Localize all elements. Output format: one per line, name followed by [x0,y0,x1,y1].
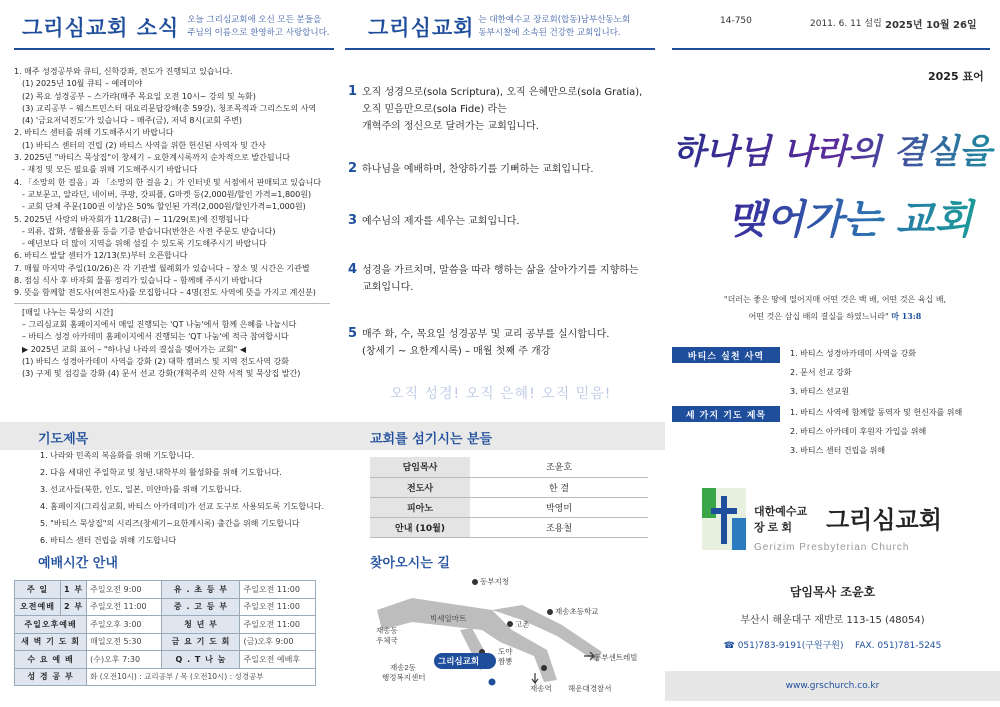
map-label: 우체국 [376,636,398,645]
mission-item [348,213,658,230]
fax-number: FAX. 051)781-5245 [854,641,942,651]
table-row [370,477,648,497]
mission-text [362,213,520,230]
mission-line: 교회입니다. [362,282,414,293]
news-item: (1) 2025년 10월 큐티 – 예레미야 [22,79,143,89]
plan-label: 바티스 실천 사역 [672,347,780,363]
staff-title: 교회를 섬기시는 분들 [370,432,493,447]
staff-name: 조용철 [470,517,648,537]
table-cell: (금)오후 9:00 [240,633,316,651]
cross-icon [721,496,727,544]
news-item: 6. 바티스 발달 센터가 12/13(토)부터 오픈합니다 [14,251,188,261]
news-item: 1. 매주 성경공부와 큐티, 신학강좌, 전도가 진행되고 있습니다. [14,67,233,76]
map-label: 재송초등학교 [555,607,599,616]
mission-item [348,326,658,360]
staff-role: 안내 (10월) [370,517,470,537]
arrow-down-icon [532,673,538,683]
center-sub-line-1: 는 대한예수교 장로회(합동)남부산동노회 [478,15,631,25]
center-rule [345,48,655,50]
bulletin-date: 2025년 10월 26일 [885,20,977,31]
left-sub-line-2: 주님의 이름으로 환영하고 사랑합니다. [187,28,330,38]
table-cell: 새 벽 기 도 회 [15,633,87,651]
prayer-item: 1. 나라와 민족의 복음화를 위해 기도합니다. [40,451,195,460]
table-cell: 청 년 부 [162,616,240,634]
right-rule [672,48,990,50]
news-item: 2. 바티스 센터를 위해 기도해주시기 바랍니다 [14,128,174,138]
website-url[interactable]: www.grschurch.co.kr [785,681,880,691]
plan-label: 세 가지 기도 제목 [672,406,780,422]
news-item: (3) 교리공부 – 웨스트민스터 대요리문답강해(총 59강), 청조목적과 그리스도의 사역 [22,103,317,113]
staff-name: 박영미 [470,497,648,517]
table-row [370,517,648,537]
mission-line: 성경을 가르치며, 말씀을 따라 행하는 삶을 살아가기를 지향하는 [362,265,639,276]
center-masthead-title: 그리심교회 [368,16,475,40]
news-box-line: (3) 구제 및 섬김을 강화 (4) 문서 선교 강화(개혁주의 신학 서적 및 묵상집 발간) [22,369,301,379]
table-cell: Q . T 나 눔 [162,651,240,669]
mission-text [362,161,594,178]
mission-item [348,262,658,296]
table-cell: 유 . 초 등 부 [162,581,240,599]
news-box-line: ▶ 2025년 교회 표어 – "하나님 나라의 결실을 맺어가는 교회" ◀ [22,344,247,354]
left-masthead-title: 그리심교회 소식 [22,16,180,40]
mission-text [362,84,642,135]
map-label: 고촌 [515,620,530,629]
table-cell: 주일오전 11:00 [87,598,162,616]
map-label: 도야 [498,647,513,656]
logo-english-name: Gerizim Presbyterian Church [754,542,910,553]
news-item: 4. 「소망의 한 걸음」과 「소망의 한 걸음 2」가 인터넷 및 서점에서 판매되고 있습니다 [14,177,322,187]
staff-role: 피아노 [370,497,470,517]
map-label: 동부센트레빌 [594,653,638,662]
plan-item: 1. 바티스 사역에 함께할 동역자 및 헌신자를 위해 [790,408,963,417]
prayer-item: 3. 선교사들(북한, 인도, 일본, 미얀마)를 위해 기도합니다. [40,485,242,494]
church-address: 부산시 해운대구 재반로 113-15 (48054) [740,615,925,626]
services-table [14,580,316,686]
mission-line: 예수님의 제자를 세우는 교회입니다. [362,216,520,227]
table-cell: 화 (오전10시) : 교리공부 / 목 (오전10시) : 성경공부 [87,668,316,686]
map-dot [541,665,547,671]
news-item: 9. 뜻을 함께할 전도사(여전도사)를 모집합니다 – 4명(전도 사역에 뜻을 가지고 계신분) [14,288,316,298]
logo-denomination-1: 대한예수교 [754,506,808,518]
news-item: (4) '금요저녁전도'가 있습니다 – 매주(금), 저녁 8시(교회 주변) [22,116,242,126]
map-label: 짬뽕 [498,657,513,666]
table-cell: 주일오전 예배후 [240,651,316,669]
prayer-list [40,447,330,549]
logo-denomination-2: 장 로 회 [754,522,792,534]
theme-banner [670,108,995,258]
prayer-item: 4. 홈페이지(그리심교회, 바티스 아카데미)가 선교 도구로 사용되도록 기도합니다. [40,502,325,511]
staff-table [370,457,648,538]
news-item: 8. 점심 식사 후 바자회 물품 정리가 있습니다 – 함께해 주시기 바랍니다 [14,276,263,286]
news-item: - 재정 및 모든 필요를 위해 기도해주시기 바랍니다 [22,165,198,175]
plan-practice [672,347,990,401]
news-item: 7. 매월 마지막 주일(10/26)은 각 기관별 월례회가 있습니다 – 장소 및 시간은 기관별 [14,263,310,273]
table-cell: (수)오후 7:30 [87,651,162,669]
left-rule [14,48,334,50]
table-row [15,668,316,686]
news-item: 5. 2025년 사랑의 바자회가 11/28(금) ~ 11/29(토)에 진행됩니다 [14,214,249,224]
directions-title: 찾아오시는 길 [370,556,450,571]
verse-reference: 마 13:8 [891,311,922,321]
theme-year-label: 2025 표어 [928,70,984,83]
center-masthead [368,8,630,46]
table-row [15,651,316,669]
plan-item: 3. 바티스 선교원 [790,387,850,396]
map-label: 빅세일마트 [430,614,467,623]
plan-item: 2. 바티스 아카데미 후원자 가입을 위해 [790,427,927,436]
news-item: (1) 바티스 센터의 건립 (2) 바티스 사역을 위한 헌신된 사역자 및 간사 [22,140,266,150]
prayer-item: 2. 다음 세대인 주일학교 및 청년.대학부의 활성화를 위해 기도합니다. [40,468,282,477]
theme-verse [680,292,990,325]
table-cell: 주일오전 11:00 [240,581,316,599]
table-cell: 중 . 고 등 부 [162,598,240,616]
church-location-icon [489,679,496,686]
plan-item: 1. 바티스 성경아카데미 사역을 강화 [790,349,916,358]
table-cell: 수 요 예 배 [15,651,87,669]
center-sub-line-2: 동부시찰에 소속된 건강한 교회입니다. [478,28,621,38]
news-box-line: – 바티스 성경 아카데미 홈페이지에서 진행되는 'QT 나눔'에 적극 참여합시다 [22,332,289,342]
plan-prayer [672,406,990,460]
mission-number: 4 [348,262,358,277]
issue-number: 14-750 [720,16,752,26]
mission-line: 하나님을 예배하며, 찬양하기를 기뻐하는 교회입니다. [362,164,594,175]
logo-emblem-blue [732,518,746,550]
mission-text [362,326,610,360]
table-row [15,616,316,634]
table-row [15,598,316,616]
prayer-item: 6. 바티스 센터 건립을 위해 기도합니다 [40,536,177,545]
plan-list [790,403,962,460]
news-item: (2) 목요 성경공부 – 스가랴(매주 목요일 오전 10시~ 강의 및 녹화) [22,91,256,101]
mission-text [362,262,639,296]
services-title: 예배시간 안내 [38,556,118,571]
table-cell: 금 요 기 도 회 [162,633,240,651]
mission-number: 3 [348,213,358,228]
prayer-item: 5. "바티스 묵상집"의 시리즈(창세기~요한계시록) 출간을 위해 기도합니다 [40,519,300,528]
slogan: 오직 성경! 오직 은혜! 오직 믿음! [390,386,612,402]
left-sub-line-1: 오늘 그리심교회에 오신 모든 분들을 [187,15,322,25]
map-label: 동부지청 [480,577,509,586]
mission-line: 매주 화, 수, 목요일 성경공부 및 교리 공부를 실시합니다. [362,329,610,340]
news-item: 3. 2025년 "바티스 묵상집"이 창세기 – 요한계시록까지 순차적으로 발간됩니다 [14,153,291,163]
table-cell: 주일오후예배 [15,616,87,634]
table-row [15,581,316,599]
phone-icon: ☎ [723,641,735,651]
phone-number: 051)783-9191(구원구원) [737,641,844,651]
mission-item [348,161,658,178]
table-cell: 매일오전 5:30 [87,633,162,651]
table-cell: 주일오전 9:00 [87,581,162,599]
plan-item: 2. 문서 선교 강화 [790,368,852,377]
prayer-title: 기도제목 [38,432,89,447]
table-row [370,497,648,517]
directions-map [372,570,642,695]
church-logo [702,488,964,556]
table-cell: 주일오후 3:00 [87,616,162,634]
table-row [370,457,648,477]
left-masthead [22,8,330,46]
news-box-line: (1) 바티스 성경아카데미 사역을 강화 (2) 대학 캠퍼스 및 지역 전도사역 강화 [22,356,290,366]
news-box-line: [매일 나누는 묵상의 시간] [22,307,114,317]
cross-icon-bar [711,508,737,514]
staff-role: 전도사 [370,477,470,497]
founded-date: 2011. 6. 11 설립 [810,19,882,29]
mission-number: 2 [348,161,358,176]
mission-line: 오직 믿음만으로(sola Fide) 라는 [362,104,507,115]
news-item: - 의류, 잡화, 생활용품 등을 기증 받습니다(반찬은 사전 주문도 받습니다) [22,226,276,236]
map-church-label: 그리심교회 [438,656,480,666]
center-masthead-subtitle [478,14,630,40]
verse-line: "더러는 좋은 땅에 떨어지매 어떤 것은 백 배, 어떤 것은 육십 배, [723,295,947,304]
mission-number: 1 [348,84,358,99]
contact-phone [665,638,1000,651]
map-label: 재송동 [376,626,398,635]
theme-line-1: 하나님 나라의 결실을 [672,132,992,172]
map-dot [472,579,478,585]
plan-item: 3. 바티스 센터 건립을 위해 [790,446,886,455]
staff-name: 조윤호 [470,457,648,477]
map-label: 재송2동 [390,663,416,672]
news-item: - 교회 단체 주문(100권 이상)은 50% 할인된 가격(2,000원/할인가격=1,000원) [22,202,306,212]
left-masthead-subtitle [187,14,329,40]
news-list [14,66,330,380]
logo-church-name: 그리심교회 [826,507,942,534]
table-cell: 오전예배 [15,598,61,616]
map-dot [547,609,553,615]
table-cell: 성 경 공 부 [15,668,87,686]
website-link[interactable] [665,671,1000,701]
staff-name: 한 결 [470,477,648,497]
map-label: 재송역 [530,684,552,693]
mission-line: (창세기 ~ 요한계시록) – 매월 첫째 주 개강 [362,346,551,357]
map-label: 해운대경찰서 [568,684,612,693]
mission-line: 오직 성경으로(sola Scriptura), 오직 은혜만으로(sola Gratia), [362,87,643,98]
mission-line: 개혁주의 정신으로 달려가는 교회입니다. [362,121,539,132]
staff-role: 담임목사 [370,457,470,477]
verse-line: 어떤 것은 삼십 배의 결실을 하였느니라" [748,312,889,321]
theme-line-2: 맺어가는 교회 [727,197,973,243]
map-label: 행정복지센터 [382,673,426,682]
table-cell: 주일오전 11:00 [240,616,316,634]
table-cell: 주일오전 11:00 [240,598,316,616]
mission-item [348,84,658,135]
mission-number: 5 [348,326,358,341]
news-box-line: – 그리심교회 홈페이지에서 매일 진행되는 'QT 나눔'에서 함께 은혜를 나눕시다 [22,319,297,329]
table-cell: 1 부 [61,581,87,599]
table-cell: 주 일 [15,581,61,599]
plan-list [790,344,916,401]
map-dot [507,621,513,627]
news-box [14,303,330,381]
news-item: - 예년보다 더 많이 지역을 위해 섬길 수 있도록 기도해주시기 바랍니다 [22,239,267,249]
news-item: - 교보문고, 알라딘, 네이버, 쿠팡, 갓피플, G마켓 등(2,000원/할인 가격=1,800원) [22,189,312,199]
table-cell: 2 부 [61,598,87,616]
table-row [15,633,316,651]
pastor-name: 담임목사 조윤호 [789,585,876,599]
